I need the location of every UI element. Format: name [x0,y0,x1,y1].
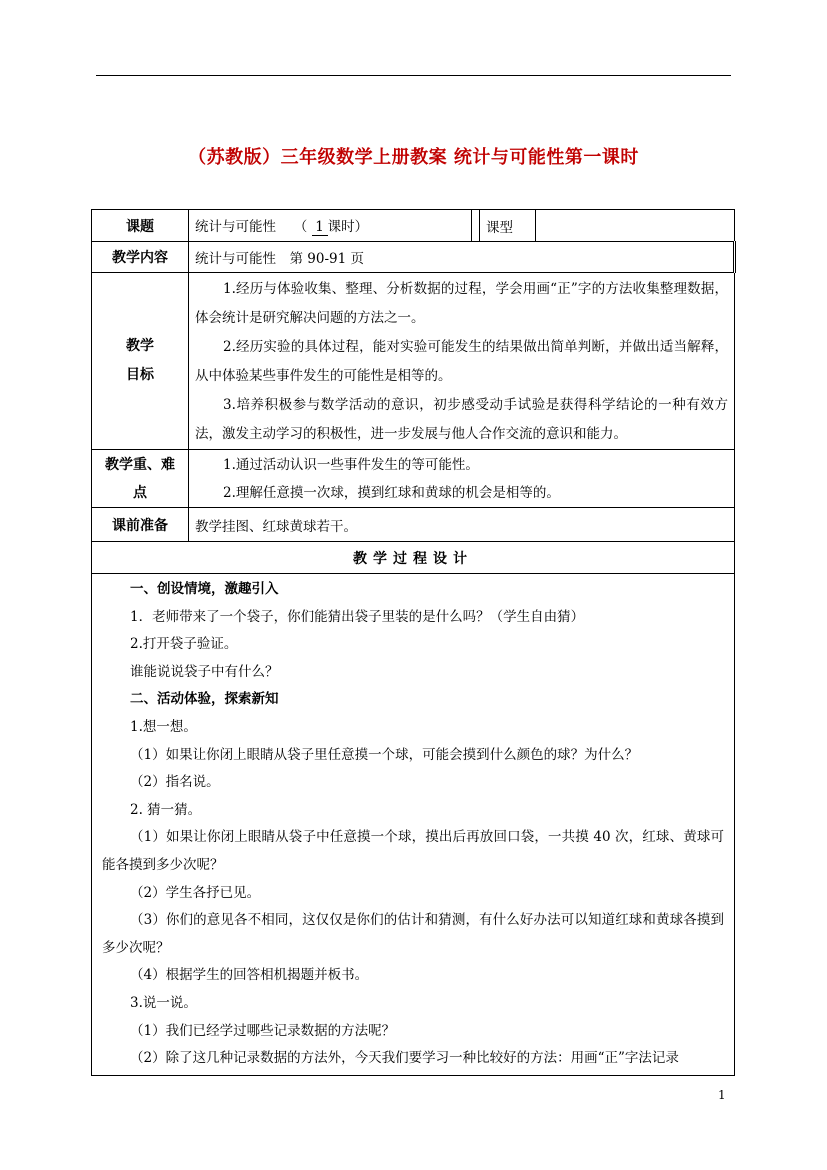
goals-label [92,273,189,450]
process-line: 谁能说说袋子中有什么？ [130,663,279,680]
row-prep [92,508,735,542]
goal-item: 2.经历实验的具体过程，能对实验可能发生的结果做出简单判断，并做出适当解释，从中体验某些事件发生的可能性是相等的。 [195,339,728,384]
goal-item: 1.经历与体验收集、整理、分析数据的过程，学会用画“正”字的方法收集整理数据，体会统计是研究解决问题的方法之一。 [195,281,728,326]
key-points-label-line1: 教学重、难 [105,456,175,473]
topic-label: 课题 [92,210,189,242]
document-title: （苏教版）三年级数学上册教案 统计与可能性第一课时 [188,147,639,168]
process-line: 1.想一想。 [130,718,197,735]
header-rule [96,75,731,76]
key-points-label [92,450,189,508]
key-points-label-line2: 点 [133,484,147,501]
row-topic [92,210,735,242]
process-line: 3.说一说。 [130,994,197,1011]
goals-label-line2: 目标 [126,367,154,383]
lesson-prefix: （ [293,219,308,235]
process-line: （1）我们已经学过哪些记录数据的方法呢？ [130,1022,396,1039]
prep-label: 课前准备 [92,508,189,542]
process-line: （2）指名说。 [130,774,220,791]
process-line: （3）你们的意见各不相同，这仅仅是你们的估计和猜测，有什么好办法可以知道红球和黄球各摸到多少次呢？ [102,912,724,956]
row-content [92,242,735,273]
key-point-item: 1.通过活动认识一些事件发生的等可能性。 [223,456,479,473]
section-2-title: 二、活动体验，探索新知 [130,691,279,708]
process-line: （2）学生各抒已见。 [130,884,261,901]
process-line: （2）除了这几种记录数据的方法外，今天我们要学习一种比较好的方法：用画“正”字法记录 [130,1050,679,1067]
key-points-content [189,450,735,508]
process-line: 2.打开袋子验证。 [130,636,238,653]
process-content [92,574,735,1076]
page-number: 1 [718,1088,726,1102]
row-process-header [92,542,735,574]
goals-label-line1: 教学 [126,338,154,354]
prep-value: 教学挂图、红球黄球若干。 [189,508,735,542]
process-line: （4）根据学生的回答相机揭题并板书。 [130,967,369,984]
process-line: 2. 猜一猜。 [130,801,202,818]
content-label: 教学内容 [92,242,189,273]
goals-content [189,273,735,450]
row-key-points [92,450,735,508]
process-header: 教学过程设计 [92,542,735,574]
goal-item: 3.培养积极参与数学活动的意识，初步感受动手试验是获得科学结论的一种有效方法，激发主动学习的积极性，进一步发展与他人合作交流的意识和能力。 [195,397,728,442]
process-line: 1．老师带来了一个袋子，你们能猜出袋子里装的是什么吗？（学生自由猜） [130,608,585,625]
lesson-plan-table [91,209,736,1076]
process-line: （1）如果让你闭上眼睛从袋子里任意摸一个球，可能会摸到什么颜色的球？为什么？ [130,746,639,763]
lesson-type-value [536,210,735,242]
topic-text: 统计与可能性 [195,219,276,235]
process-line: （1）如果让你闭上眼睛从袋子中任意摸一个球，摸出后再放回口袋，一共摸 40 次，红球、黄球可能各摸到多少次呢？ [102,829,724,873]
topic-value [189,210,472,242]
section-1-title: 一、创设情境，激趣引入 [130,581,279,597]
lesson-type-label: 课型 [480,210,536,242]
lesson-number: 1 [312,219,328,236]
topic-spacer [472,210,480,242]
key-point-item: 2.理解任意摸一次球，摸到红球和黄球的机会是相等的。 [223,484,560,501]
row-goals [92,273,735,450]
row-process [92,574,735,1076]
lesson-suffix: 课时） [327,219,369,235]
content-value: 统计与可能性 第 90-91 页 [189,242,735,273]
